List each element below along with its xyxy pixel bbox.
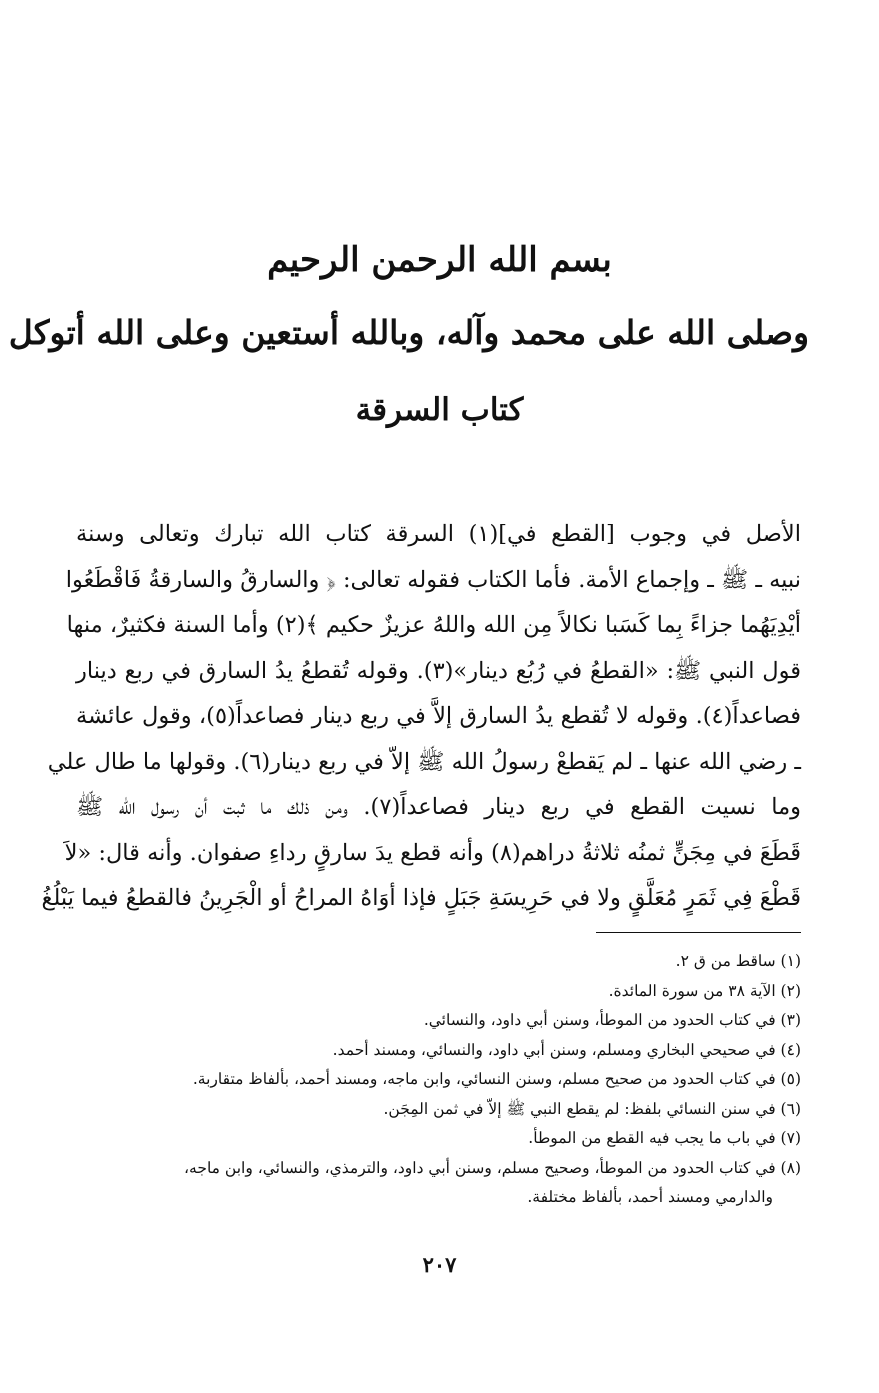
paragraph-line: وما نسيت القطع في ربع دينار فصاعداً(٧). ومن ذلك ما ثبت أن رسول الله ﷺ [76, 794, 801, 820]
page-number: ٢٠٧ [422, 1252, 457, 1277]
paragraph-line: قَطْعَ فِي ثَمَرٍ مُعَلَّقٍ ولا في حَرِيسَةِ جَبَلٍ فإذا أوَاهُ المراحُ أو الْجَرِينُ فالقطعُ فيما يَبْلُغُ [41, 885, 801, 911]
footnote-item: (١) ساقط من ق ٢. [675, 952, 801, 970]
footnote-item: (٤) في صحيحي البخاري ومسلم، وسنن أبي داود، والنسائي، ومسند أحمد. [332, 1040, 801, 1059]
footnote-continuation: والدارمي ومسند أحمد، بألفاظ مختلفة. [527, 1188, 773, 1206]
footnote-item: (٢) الآية ٣٨ من سورة المائدة. [608, 981, 801, 1000]
salawat-heading: وصلى الله على محمد وآله، وبالله أستعين وعلى الله أتوكل [8, 313, 809, 352]
footnote-item: (٦) في سنن النسائي بلفظ: لم يقطع النبي ﷺ إلاّ في ثمن المِجَن. [383, 1099, 801, 1118]
paragraph-line: الأصل في وجوب [القطع في](١) السرقة كتاب الله تبارك وتعالى وسنة [76, 521, 801, 547]
footnote-item: (٥) في كتاب الحدود من صحيح مسلم، وسنن النسائي، وابن ماجه، ومسند أحمد، بألفاظ متقاربة. [192, 1070, 801, 1088]
paragraph-line: قول النبي ﷺ: «القطعُ في رُبُع دينار»(٣). وقوله تُقطعُ يدُ السارق في ربع دينار [76, 657, 801, 684]
footnote-item: (٨) في كتاب الحدود من الموطأ، وصحيح مسلم، وسنن أبي داود، والترمذي، والنسائي، وابن ماجه، [184, 1158, 801, 1177]
basmala-heading: بسم الله الرحمن الرحيم [267, 240, 612, 280]
main-paragraph [41, 512, 801, 922]
paragraph-line: فصاعداً(٤). وقوله لا تُقطع يدُ السارق إلاَّ في ربع دينار فصاعداً(٥)، وقول عائشة [76, 703, 801, 729]
paragraph-line: أيْدِيَهُما جزاءً بِما كَسَبا نكالاً مِن الله واللهُ عزيزٌ حكيم ﴾(٢) وأما السنة فكثيرٌ، منها [66, 612, 801, 638]
paragraph-line: قَطَعَ في مِجَنٍّ ثمنُه ثلاثةُ دراهم(٨) وأنه قطع يدَ سارقٍ رداءِ صفوان. وأنه قال: «لاَ [64, 839, 801, 866]
paragraph-line: ـ رضي الله عنها ـ لم يَقطعْ رسولُ الله ﷺ إلاّ في ربع دينار(٦). وقولها ما طال علي [47, 748, 801, 775]
footnotes [76, 947, 801, 1213]
footnote-item: (٧) في باب ما يجب فيه القطع من الموطأ. [528, 1129, 801, 1147]
footnote-divider [596, 932, 801, 933]
chapter-title: كتاب السرقة [355, 392, 524, 428]
paragraph-line: نبيه ـ ﷺ ـ وإجماع الأمة. فأما الكتاب فقوله تعالى: ﴿ والسارقُ والسارقةُ فَاقْطَعُوا [65, 566, 801, 593]
footnote-item: (٣) في كتاب الحدود من الموطأ، وسنن أبي داود، والنسائي. [423, 1011, 801, 1029]
